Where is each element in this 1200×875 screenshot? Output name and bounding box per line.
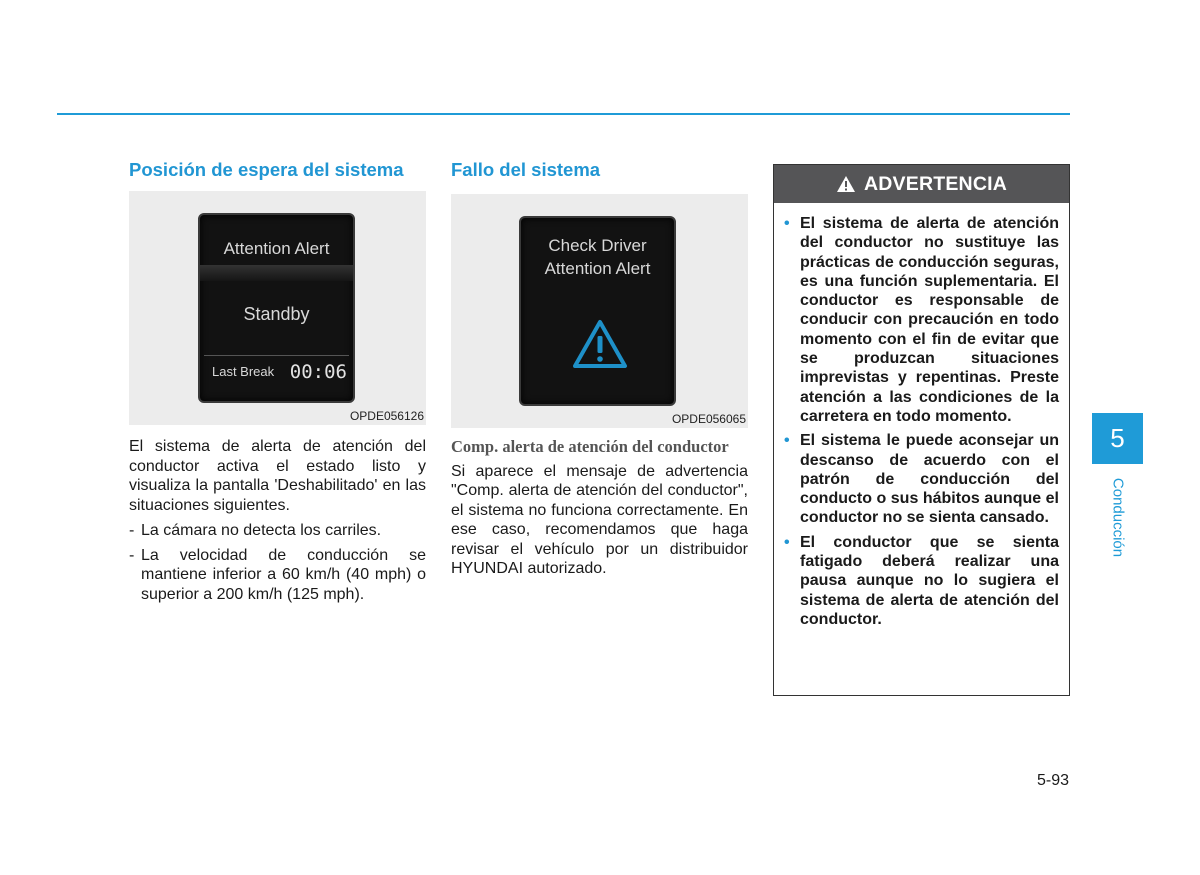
section-heading-standby: Posición de espera del sistema	[129, 159, 404, 180]
warning-triangle-icon	[572, 318, 628, 370]
chapter-number-tab: 5	[1092, 413, 1143, 464]
warning-list	[784, 214, 1059, 629]
page-number: 5-93	[1036, 772, 1069, 789]
warning-header	[774, 165, 1069, 203]
warning-icon	[836, 175, 856, 193]
warning-box	[773, 164, 1070, 696]
condition-list	[129, 521, 426, 604]
column-system-failure	[451, 160, 748, 579]
top-rule	[57, 113, 1070, 115]
figure-failure	[451, 194, 748, 428]
cluster-display-check	[519, 216, 676, 406]
bullet-marker: •	[784, 215, 790, 232]
display-band	[200, 265, 353, 281]
figure-standby	[129, 191, 426, 425]
bullet-marker: •	[784, 533, 790, 551]
warning-item: • El sistema le puede aconsejar un descanso de acuerdo con el patrón de conducción del conducto o sus hábitos aunque el conductor no se sienta cansado.	[784, 432, 1059, 527]
display-break-time: 00:06	[289, 361, 347, 383]
display-title: Attention Alert	[223, 239, 330, 258]
subheading-comp-alert: Comp. alerta de atención del conductor	[451, 437, 729, 456]
display-line-1: Check Driver	[548, 236, 647, 255]
cluster-display-standby	[198, 213, 355, 403]
list-item: - La cámara no detecta los carriles.	[129, 522, 382, 539]
figure-code: OPDE056126	[349, 409, 424, 423]
chapter-label-text: Conducción	[1109, 477, 1127, 558]
display-break-label: Last Break	[212, 364, 275, 379]
dash-marker: -	[129, 522, 135, 539]
column-standby	[129, 160, 426, 609]
display-line-2: Attention Alert	[544, 259, 651, 278]
paragraph-failure: Si aparece el mensaje de advertencia "Comp. alerta de atención del conductor", el sistema no funciona correctamente. En ese caso, recomendamos que haga revisar el vehículo por un distribuidor HYUNDAI autorizado.	[451, 462, 748, 577]
warning-item: • El conductor que se sienta fatigado deberá realizar una pausa aunque no lo sugiera el sistema de alerta de atención del conductor.	[784, 533, 1059, 628]
display-separator	[204, 355, 349, 356]
bullet-marker: •	[784, 432, 790, 450]
warning-item: • El sistema de alerta de atención del conductor no sustituye las prácticas de conducción seguras, es una función suplementaria. El conductor es responsable de conducir con precaución en todo momento con el fin de evitar que se produzcan situaciones imprevistas y repentinas. Preste atención a las condiciones de la carretera en todo momento.	[784, 215, 1059, 425]
display-status: Standby	[243, 304, 310, 324]
list-item: - La velocidad de conducción se mantiene inferior a 60 km/h (40 mph) o superior a 200 km/h (125 mph).	[129, 546, 426, 603]
section-heading-failure: Fallo del sistema	[451, 159, 601, 180]
dash-marker: -	[129, 546, 135, 564]
paragraph-standby: El sistema de alerta de atención del conductor activa el estado listo y visualiza la pantalla 'Deshabilitado' en las situaciones siguientes.	[129, 438, 426, 514]
warning-title: ADVERTENCIA	[863, 172, 1008, 195]
figure-code: OPDE056065	[671, 412, 746, 426]
